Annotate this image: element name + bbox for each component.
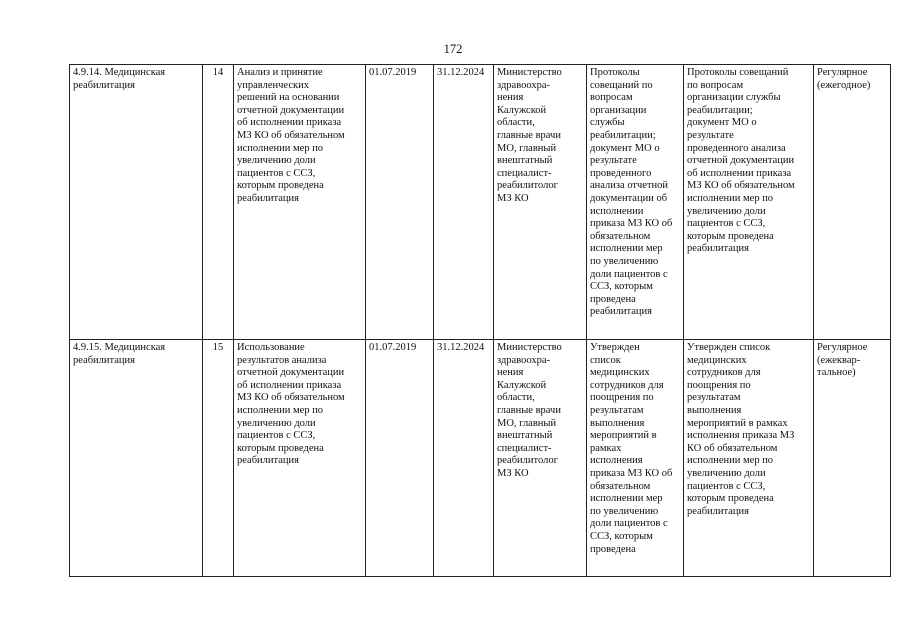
plan-table — [69, 64, 891, 577]
periodicity-cell: Регулярное (ежегодное) — [814, 65, 891, 340]
result-cell: Утвержден список медицинских сотрудников для поощрения по результатам выполнения мероприятий в рамках исполнения приказа МЗ КО об обязательном исполнении мер по увеличению доли пациентов с ССЗ, которым проведена — [587, 340, 684, 577]
activity-cell: Использование результатов анализа отчетной документации об исполнении приказа МЗ КО об обязательном исполнении мер по увеличению доли пациентов с ССЗ, которым проведена реабилитация — [234, 340, 366, 577]
end-date-cell: 31.12.2024 — [434, 340, 494, 577]
section-cell: 4.9.15. Медицинская реабилитация — [70, 340, 203, 577]
end-date-cell: 31.12.2024 — [434, 65, 494, 340]
activity-cell: Анализ и принятие управленческих решений на основании отчетной документации об исполнении приказа МЗ КО об обязательном исполнении мер по увеличению доли пациентов с ССЗ, которым проведена реабилитация — [234, 65, 366, 340]
start-date-cell: 01.07.2019 — [366, 65, 434, 340]
responsible-cell: Министерство здравоохра- нения Калужской области, главные врачи МО, главный внештатный специалист- реабилитолог МЗ КО — [494, 340, 587, 577]
result-cell: Протоколы совещаний по вопросам организации службы реабилитации; документ МО о результате проведенного анализа отчетной документации об исполнении приказа МЗ КО об обязательном исполнении мер по увеличению доли пациентов с ССЗ, которым проведена реабилитация — [587, 65, 684, 340]
responsible-cell: Министерство здравоохра- нения Калужской области, главные врачи МО, главный внештатный специалист- реабилитолог МЗ КО — [494, 65, 587, 340]
indicator-cell: Протоколы совещаний по вопросам организации службы реабилитации; документ МО о результате проведенного анализа отчетной документации об исполнении приказа МЗ КО об обязательном исполнении мер по увеличению доли пациентов с ССЗ, которым проведена реабилитация — [684, 65, 814, 340]
section-cell: 4.9.14. Медицинская реабилитация — [70, 65, 203, 340]
periodicity-cell: Регулярное (ежеквар- тальное) — [814, 340, 891, 577]
table-row — [70, 340, 891, 577]
indicator-cell: Утвержден список медицинских сотрудников для поощрения по результатам выполнения мероприятий в рамках исполнения приказа МЗ КО об обязательном исполнении мер по увеличению доли пациентов с ССЗ, которым проведена реабилитация — [684, 340, 814, 577]
table-row — [70, 65, 891, 340]
page-number: 172 — [443, 42, 463, 56]
number-cell: 15 — [203, 340, 234, 577]
start-date-cell: 01.07.2019 — [366, 340, 434, 577]
number-cell: 14 — [203, 65, 234, 340]
